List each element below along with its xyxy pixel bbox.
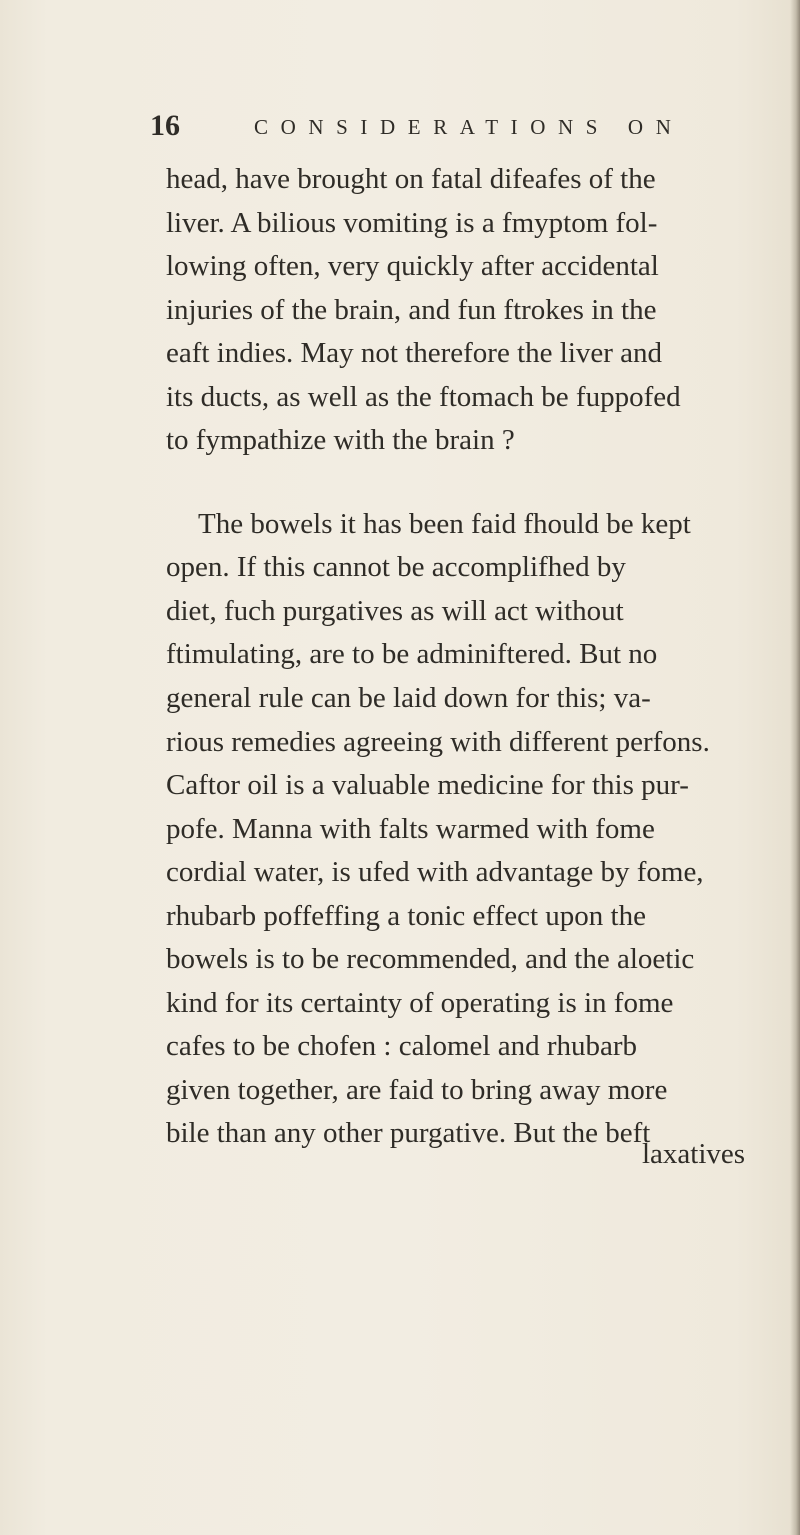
text-line: bowels is to be recommended, and the aloetic — [166, 943, 695, 976]
text-line: ftimulating, are to be adminiftered. But no — [166, 638, 658, 671]
text-line: kind for its certainty of operating is in fome — [166, 986, 674, 1019]
text-line: cafes to be chofen : calomel and rhubarb — [166, 1030, 638, 1063]
text-line: given together, are faid to bring away more — [166, 1073, 668, 1106]
text-line: diet, fuch purgatives as will act without — [166, 594, 624, 627]
text-line: bile than any other purgative. But the beft — [166, 1117, 651, 1150]
page-header — [150, 108, 710, 148]
text-line: lowing often, very quickly after accidental — [166, 250, 659, 283]
text-line: pofe. Manna with falts warmed with fome — [166, 812, 655, 845]
text-line: rhubarb poffeffing a tonic effect upon the — [166, 899, 646, 932]
text-line: liver. A bilious vomiting is a fmyptom fol- — [166, 206, 658, 239]
text-line: The bowels it has been faid fhould be kept — [198, 507, 691, 540]
text-line: its ducts, as well as the ftomach be fuppofed — [166, 380, 681, 413]
text-line: general rule can be laid down for this; va- — [166, 682, 651, 715]
text-line: cordial water, is ufed with advantage by fome, — [166, 856, 704, 889]
text-line: injuries of the brain, and fun ftrokes in the — [166, 293, 657, 326]
running-head: CONSIDERATIONS ON — [254, 115, 684, 139]
text-line: Caftor oil is a valuable medicine for this pur- — [166, 769, 689, 802]
body-text — [166, 158, 796, 1156]
text-line: rious remedies agreeing with different perfons. — [166, 725, 710, 758]
text-line: head, have brought on fatal difeafes of the — [166, 163, 656, 195]
paragraph-gap — [166, 463, 796, 503]
text-line: open. If this cannot be accomplifhed by — [166, 551, 626, 584]
catchword: laxatives — [642, 1138, 746, 1170]
page-number: 16 — [150, 109, 180, 142]
text-line: eaft indies. May not therefore the liver and — [166, 337, 663, 370]
text-line: to fympathize with the brain ? — [166, 424, 515, 457]
